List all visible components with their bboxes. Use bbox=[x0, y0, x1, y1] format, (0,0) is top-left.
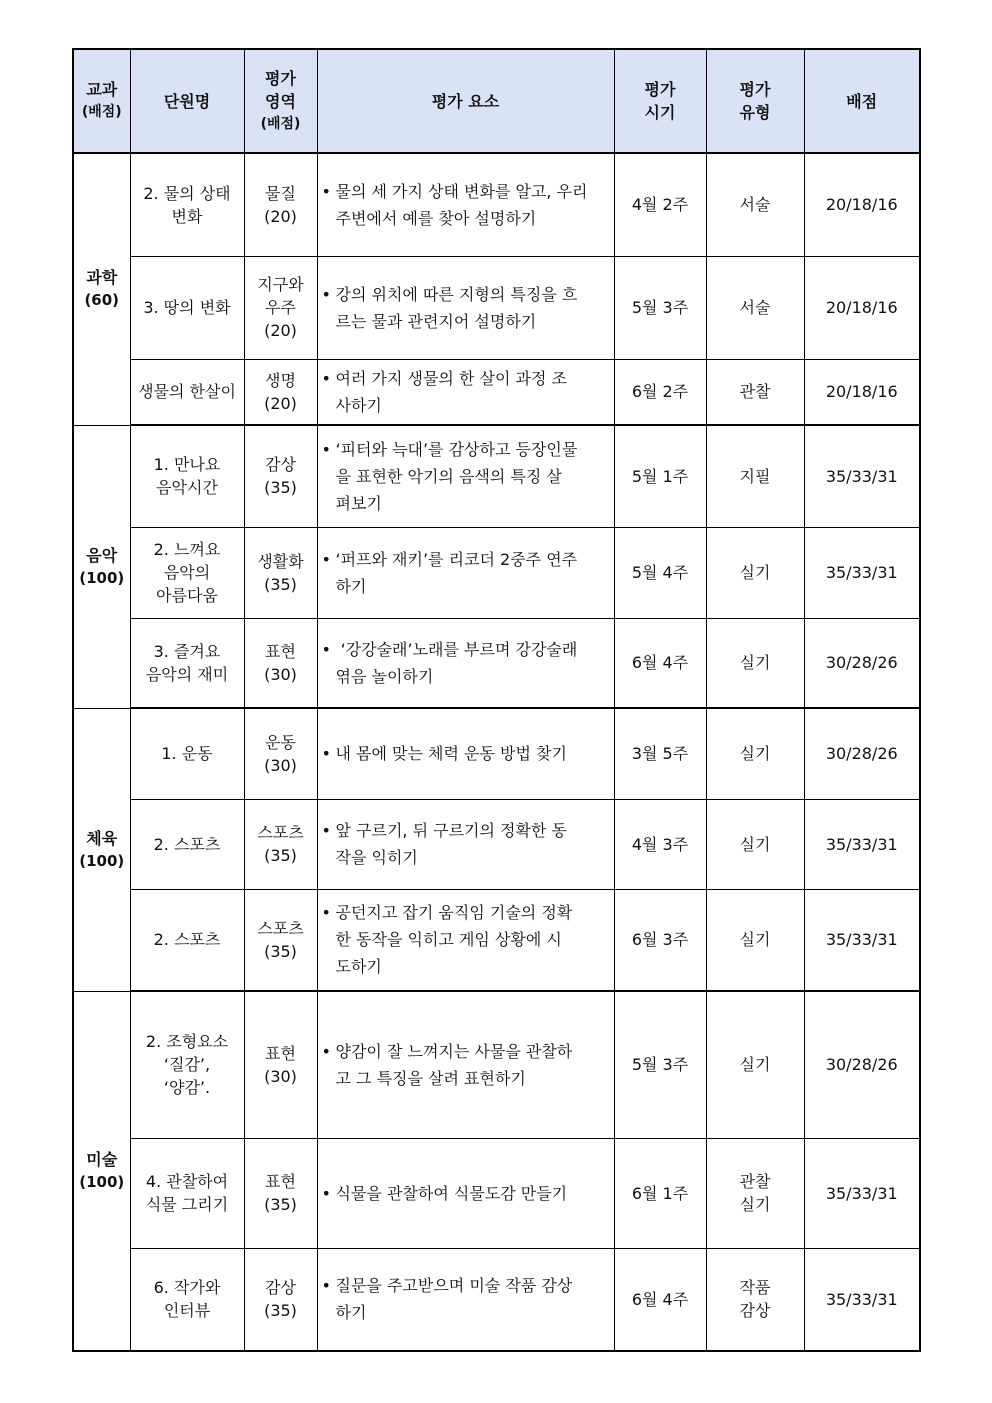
cell-line: 6. 작가와 bbox=[153, 1278, 221, 1298]
cell-line: (30) bbox=[264, 664, 297, 684]
area-cell bbox=[244, 618, 317, 708]
type-cell bbox=[706, 889, 804, 991]
element-line: 하기 bbox=[335, 576, 367, 596]
element-line: 펴보기 bbox=[335, 493, 382, 513]
cell-line: 스포츠 bbox=[257, 823, 304, 842]
cell-line: 관찰 bbox=[739, 1172, 771, 1191]
bullet-icon: • bbox=[321, 181, 331, 201]
bullet-icon: • bbox=[321, 1183, 331, 1203]
score-cell: 30/28/26 bbox=[804, 708, 920, 799]
element-line bbox=[322, 1038, 610, 1065]
element-text: 질문을 주고받으며 미술 작품 감상 bbox=[335, 1276, 573, 1296]
element-text: ‘피터와 늑대’를 감상하고 등장인물 bbox=[335, 439, 578, 459]
table-body bbox=[73, 153, 920, 1351]
cell-line: (35) bbox=[264, 941, 297, 961]
score-cell: 30/28/26 bbox=[804, 618, 920, 708]
element-cell bbox=[317, 359, 614, 425]
table-row bbox=[73, 256, 920, 359]
time-cell: 4월 3주 bbox=[614, 799, 706, 889]
area-cell bbox=[244, 799, 317, 889]
cell-line: 식물 그리기 bbox=[145, 1195, 229, 1214]
type-cell bbox=[706, 153, 804, 256]
element-text: 내 몸에 맞는 체력 운동 방법 찾기 bbox=[335, 744, 567, 764]
element-line: 고 그 특징을 살려 표현하기 bbox=[335, 1068, 526, 1088]
area-cell bbox=[244, 889, 317, 991]
cell-line: 스포츠 bbox=[257, 918, 304, 938]
header-subject: 교과 (배점) bbox=[73, 49, 130, 153]
element-cell bbox=[317, 1248, 614, 1351]
type-cell bbox=[706, 256, 804, 359]
subject-name: 음악 bbox=[86, 545, 118, 565]
header-unit: 단원명 bbox=[130, 49, 244, 153]
cell-line: (30) bbox=[264, 1066, 297, 1086]
evaluation-table bbox=[72, 48, 921, 1352]
cell-line: 2. 스포츠 bbox=[153, 834, 221, 854]
type-cell bbox=[706, 618, 804, 708]
subject-name: 체육 bbox=[86, 828, 118, 848]
table-row bbox=[73, 153, 920, 256]
unit-cell bbox=[130, 799, 244, 889]
type-cell bbox=[706, 1138, 804, 1248]
bullet-icon: • bbox=[321, 368, 331, 388]
element-line bbox=[322, 817, 610, 844]
time-cell: 6월 4주 bbox=[614, 618, 706, 708]
cell-line: 감상 bbox=[265, 455, 296, 475]
score-cell: 20/18/16 bbox=[804, 256, 920, 359]
table-row bbox=[73, 991, 920, 1138]
cell-line: 실기 bbox=[739, 563, 771, 582]
time-cell: 6월 3주 bbox=[614, 889, 706, 991]
cell-line: 변화 bbox=[171, 206, 203, 226]
cell-line: (35) bbox=[264, 1195, 297, 1214]
element-line bbox=[322, 1272, 610, 1299]
cell-line: (35) bbox=[264, 574, 297, 594]
element-line: 작을 익히기 bbox=[335, 848, 418, 867]
time-cell: 3월 5주 bbox=[614, 708, 706, 799]
cell-line: ‘양감’. bbox=[163, 1078, 211, 1098]
element-line bbox=[322, 740, 610, 767]
element-text: 앞 구르기, 뒤 구르기의 정확한 동 bbox=[335, 821, 567, 840]
cell-line: 표현 bbox=[265, 1043, 296, 1063]
element-line: 도하기 bbox=[335, 957, 382, 977]
cell-line: 음악의 재미 bbox=[145, 664, 229, 684]
element-line bbox=[322, 178, 610, 205]
table-row bbox=[73, 1138, 920, 1248]
cell-line: 음악의 bbox=[163, 563, 211, 582]
subject-name: 미술 bbox=[86, 1149, 118, 1169]
score-cell: 35/33/31 bbox=[804, 799, 920, 889]
element-text: 강의 위치에 따른 지형의 특징을 흐 bbox=[335, 284, 578, 304]
table-row bbox=[73, 359, 920, 425]
element-cell bbox=[317, 991, 614, 1138]
subject-points: (100) bbox=[79, 568, 125, 587]
unit-cell bbox=[130, 153, 244, 256]
cell-line: 생명 bbox=[265, 370, 296, 390]
cell-line: 2. 물의 상태 bbox=[143, 183, 231, 203]
cell-line: 1. 만나요 bbox=[153, 455, 221, 475]
area-cell bbox=[244, 708, 317, 799]
unit-cell bbox=[130, 359, 244, 425]
bullet-icon: • bbox=[321, 821, 331, 840]
bullet-icon: • bbox=[321, 1041, 331, 1061]
cell-line: (35) bbox=[264, 478, 297, 498]
type-cell bbox=[706, 991, 804, 1138]
element-cell bbox=[317, 425, 614, 527]
bullet-icon: • bbox=[321, 744, 331, 764]
cell-line: (35) bbox=[264, 1301, 297, 1321]
element-cell bbox=[317, 256, 614, 359]
cell-line: 실기 bbox=[739, 1195, 771, 1214]
cell-line: 실기 bbox=[739, 744, 771, 764]
type-cell bbox=[706, 1248, 804, 1351]
cell-line: 실기 bbox=[739, 653, 771, 673]
type-cell bbox=[706, 359, 804, 425]
type-cell bbox=[706, 527, 804, 618]
element-text: 물의 세 가지 상태 변화를 알고, 우리 bbox=[335, 181, 588, 201]
cell-line: (20) bbox=[264, 393, 297, 413]
element-line: 을 표현한 악기의 음색의 특징 살 bbox=[335, 466, 562, 486]
cell-line: 3. 땅의 변화 bbox=[143, 298, 231, 317]
element-cell bbox=[317, 889, 614, 991]
cell-line: 인터뷰 bbox=[163, 1301, 211, 1321]
time-cell: 6월 1주 bbox=[614, 1138, 706, 1248]
bullet-icon: • bbox=[321, 284, 331, 304]
element-line bbox=[322, 436, 610, 463]
header-row bbox=[73, 49, 920, 153]
element-cell bbox=[317, 1138, 614, 1248]
cell-line: 감상 bbox=[739, 1301, 771, 1321]
unit-cell bbox=[130, 1248, 244, 1351]
element-line bbox=[322, 636, 610, 663]
cell-line: 지구와 bbox=[257, 275, 304, 294]
unit-cell bbox=[130, 256, 244, 359]
element-text: 여러 가지 생물의 한 살이 과정 조 bbox=[335, 368, 567, 388]
unit-cell bbox=[130, 618, 244, 708]
header-type: 평가 유형 bbox=[706, 49, 804, 153]
table-row bbox=[73, 1248, 920, 1351]
subject-cell bbox=[73, 708, 130, 991]
element-cell bbox=[317, 799, 614, 889]
cell-line: 우주 bbox=[265, 298, 296, 317]
score-cell: 35/33/31 bbox=[804, 527, 920, 618]
time-cell: 5월 3주 bbox=[614, 256, 706, 359]
score-cell: 35/33/31 bbox=[804, 425, 920, 527]
time-cell: 5월 4주 bbox=[614, 527, 706, 618]
unit-cell bbox=[130, 889, 244, 991]
element-line: 르는 물과 관련지어 설명하기 bbox=[335, 311, 537, 331]
cell-line: 생활화 bbox=[257, 551, 304, 571]
element-line bbox=[322, 365, 610, 392]
element-cell bbox=[317, 618, 614, 708]
area-cell bbox=[244, 1138, 317, 1248]
cell-line: 표현 bbox=[265, 1172, 296, 1191]
cell-line: (30) bbox=[264, 755, 297, 775]
header-score: 배점 bbox=[804, 49, 920, 153]
time-cell: 6월 2주 bbox=[614, 359, 706, 425]
unit-cell bbox=[130, 708, 244, 799]
score-cell: 35/33/31 bbox=[804, 1138, 920, 1248]
score-cell: 20/18/16 bbox=[804, 359, 920, 425]
bullet-icon: • bbox=[321, 439, 331, 459]
area-cell bbox=[244, 256, 317, 359]
table-row bbox=[73, 425, 920, 527]
subject-cell bbox=[73, 991, 130, 1351]
cell-line: 1. 운동 bbox=[161, 744, 213, 764]
subject-name: 과학 bbox=[86, 268, 118, 288]
element-line bbox=[322, 1180, 610, 1207]
cell-line: 4. 관찰하여 bbox=[145, 1172, 229, 1191]
cell-line: 생물의 한살이 bbox=[138, 382, 236, 402]
element-text: ‘퍼프와 재키’를 리코더 2중주 연주 bbox=[335, 549, 578, 569]
element-line: 엮음 놀이하기 bbox=[335, 666, 434, 686]
cell-line: 아름다움 bbox=[156, 586, 218, 605]
element-cell bbox=[317, 708, 614, 799]
area-cell bbox=[244, 425, 317, 527]
element-cell bbox=[317, 527, 614, 618]
table-row bbox=[73, 799, 920, 889]
subject-points: (100) bbox=[79, 1172, 125, 1191]
cell-line: 운동 bbox=[265, 732, 296, 752]
element-cell bbox=[317, 153, 614, 256]
element-text: 공던지고 잡기 움직임 기술의 정확 bbox=[335, 903, 573, 923]
cell-line: 감상 bbox=[265, 1278, 296, 1298]
cell-line: 서술 bbox=[739, 298, 771, 317]
element-line: 한 동작을 익히고 게임 상황에 시 bbox=[335, 930, 562, 950]
unit-cell bbox=[130, 527, 244, 618]
time-cell: 5월 3주 bbox=[614, 991, 706, 1138]
area-cell bbox=[244, 153, 317, 256]
cell-line: 실기 bbox=[739, 1055, 771, 1075]
unit-cell bbox=[130, 991, 244, 1138]
time-cell: 4월 2주 bbox=[614, 153, 706, 256]
element-line bbox=[322, 899, 610, 926]
type-cell bbox=[706, 708, 804, 799]
table-row bbox=[73, 527, 920, 618]
bullet-icon: • bbox=[321, 549, 331, 569]
cell-line: 작품 bbox=[739, 1278, 771, 1298]
bullet-icon: • bbox=[321, 903, 331, 923]
subject-points: (60) bbox=[84, 291, 120, 310]
score-cell: 35/33/31 bbox=[804, 1248, 920, 1351]
bullet-icon: • bbox=[321, 639, 331, 659]
table-row bbox=[73, 889, 920, 991]
element-line: 주변에서 예를 찾아 설명하기 bbox=[335, 208, 537, 228]
area-cell bbox=[244, 527, 317, 618]
type-cell bbox=[706, 425, 804, 527]
cell-line: ‘질감’, bbox=[163, 1055, 211, 1075]
element-line: 하기 bbox=[335, 1303, 367, 1323]
time-cell: 5월 1주 bbox=[614, 425, 706, 527]
cell-line: 서술 bbox=[739, 195, 771, 215]
cell-line: 3. 즐겨요 bbox=[153, 641, 221, 661]
cell-line: 관찰 bbox=[739, 382, 771, 402]
cell-line: 2. 조형요소 bbox=[145, 1032, 229, 1052]
subject-cell bbox=[73, 153, 130, 425]
score-cell: 35/33/31 bbox=[804, 889, 920, 991]
cell-line: (20) bbox=[264, 321, 297, 340]
table-row bbox=[73, 708, 920, 799]
cell-line: (35) bbox=[264, 846, 297, 865]
score-cell: 30/28/26 bbox=[804, 991, 920, 1138]
element-line bbox=[322, 281, 610, 308]
area-cell bbox=[244, 991, 317, 1138]
unit-cell bbox=[130, 425, 244, 527]
area-cell bbox=[244, 359, 317, 425]
type-cell bbox=[706, 799, 804, 889]
unit-cell bbox=[130, 1138, 244, 1248]
cell-line: 실기 bbox=[739, 834, 771, 854]
cell-line: 2. 느껴요 bbox=[153, 540, 221, 559]
header-time: 평가 시기 bbox=[614, 49, 706, 153]
element-line: 사하기 bbox=[335, 395, 382, 415]
element-text: 식물을 관찰하여 식물도감 만들기 bbox=[335, 1183, 568, 1203]
time-cell: 6월 4주 bbox=[614, 1248, 706, 1351]
element-text: 양감이 잘 느껴지는 사물을 관찰하 bbox=[335, 1041, 573, 1061]
cell-line: 실기 bbox=[739, 930, 771, 950]
score-cell: 20/18/16 bbox=[804, 153, 920, 256]
element-line bbox=[322, 546, 610, 573]
cell-line: (20) bbox=[264, 206, 297, 226]
table-row bbox=[73, 618, 920, 708]
header-area: 평가 영역 (배점) bbox=[244, 49, 317, 153]
bullet-icon: • bbox=[321, 1276, 331, 1296]
cell-line: 물질 bbox=[265, 183, 296, 203]
cell-line: 2. 스포츠 bbox=[153, 930, 221, 950]
cell-line: 음악시간 bbox=[156, 478, 218, 498]
cell-line: 지필 bbox=[739, 466, 771, 486]
cell-line: 표현 bbox=[265, 641, 296, 661]
subject-cell bbox=[73, 425, 130, 708]
subject-points: (100) bbox=[79, 851, 125, 870]
area-cell bbox=[244, 1248, 317, 1351]
header-element: 평가 요소 bbox=[317, 49, 614, 153]
element-text: ‘강강술래’노래를 부르며 강강술래 bbox=[335, 639, 578, 659]
